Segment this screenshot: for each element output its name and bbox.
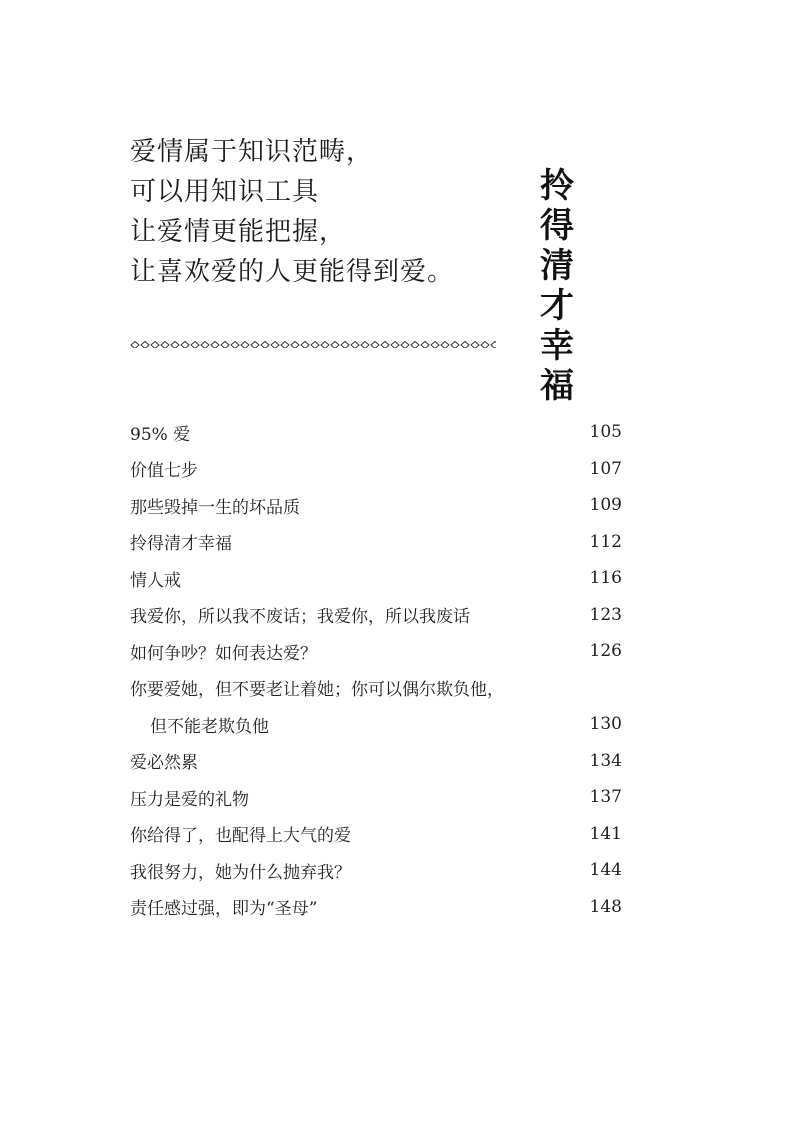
toc-entry-title: 如何争吵？如何表达爱？ bbox=[130, 643, 317, 664]
toc-entry-title: 但不能老欺负他 bbox=[150, 716, 269, 737]
chapter-title-vertical bbox=[537, 166, 577, 406]
toc-entry-page: 107 bbox=[589, 458, 622, 479]
toc-entry-title: 95% 爱 bbox=[130, 424, 191, 445]
table-of-contents bbox=[130, 414, 622, 925]
toc-entry-page: 141 bbox=[589, 823, 622, 844]
chapter-title-char: 得 bbox=[540, 206, 574, 246]
toc-entry-page: 137 bbox=[589, 787, 622, 808]
intro-line: 让爱情更能把握， bbox=[130, 217, 347, 247]
toc-entry[interactable] bbox=[130, 560, 622, 597]
toc-entry-title: 责任感过强，即为“圣母” bbox=[130, 899, 318, 920]
chapter-title-char: 才 bbox=[540, 286, 574, 326]
toc-entry-page: 130 bbox=[589, 714, 622, 735]
toc-entry[interactable] bbox=[130, 670, 622, 707]
toc-entry[interactable] bbox=[130, 487, 622, 524]
toc-entry[interactable] bbox=[130, 524, 622, 561]
chapter-title-char: 幸 bbox=[540, 326, 574, 366]
intro-line: 让喜欢爱的人更能得到爱。 bbox=[130, 257, 455, 287]
toc-entry[interactable] bbox=[130, 779, 622, 816]
toc-entry-title: 爱必然累 bbox=[130, 753, 198, 774]
toc-entry[interactable] bbox=[130, 633, 622, 670]
toc-entry[interactable] bbox=[130, 743, 622, 780]
intro-quote bbox=[130, 132, 510, 292]
toc-entry-page: 148 bbox=[589, 896, 622, 917]
diamond-pattern-icon bbox=[130, 339, 496, 348]
toc-entry-title: 那些毁掉一生的坏品质 bbox=[130, 497, 300, 518]
chapter-title-char: 清 bbox=[540, 246, 574, 286]
toc-entry-page: 134 bbox=[589, 750, 622, 771]
toc-entry-title: 我很努力，她为什么抛弃我？ bbox=[130, 862, 351, 883]
toc-entry[interactable] bbox=[130, 816, 622, 853]
toc-entry-title: 我爱你，所以我不废话；我爱你，所以我废话 bbox=[130, 607, 470, 628]
toc-entry-page: 109 bbox=[589, 495, 622, 516]
toc-entry-title: 压力是爱的礼物 bbox=[130, 789, 249, 810]
toc-entry-page: 105 bbox=[589, 422, 622, 443]
toc-entry[interactable] bbox=[130, 451, 622, 488]
toc-entry[interactable] bbox=[130, 414, 622, 451]
toc-entry-title: 拎得清才幸福 bbox=[130, 534, 232, 555]
toc-entry[interactable] bbox=[130, 889, 622, 926]
toc-entry-page: 112 bbox=[589, 531, 622, 552]
toc-entry-title: 情人戒 bbox=[130, 570, 181, 591]
intro-line: 可以用知识工具 bbox=[130, 177, 320, 207]
toc-entry[interactable] bbox=[130, 852, 622, 889]
toc-entry-title: 价值七步 bbox=[130, 461, 198, 482]
toc-entry-page: 126 bbox=[589, 641, 622, 662]
toc-entry-page: 144 bbox=[589, 860, 622, 881]
diamond-divider bbox=[130, 336, 496, 348]
chapter-title-char: 福 bbox=[540, 366, 574, 406]
toc-entry-title: 你要爱她，但不要老让着她；你可以偶尔欺负他， bbox=[130, 680, 504, 701]
toc-entry[interactable] bbox=[130, 706, 622, 743]
intro-line: 爱情属于知识范畴， bbox=[130, 137, 374, 167]
toc-entry-page: 123 bbox=[589, 604, 622, 625]
toc-entry-title: 你给得了，也配得上大气的爱 bbox=[130, 826, 351, 847]
toc-entry-page: 116 bbox=[589, 568, 622, 589]
toc-entry[interactable] bbox=[130, 597, 622, 634]
chapter-title-char: 拎 bbox=[540, 166, 574, 206]
